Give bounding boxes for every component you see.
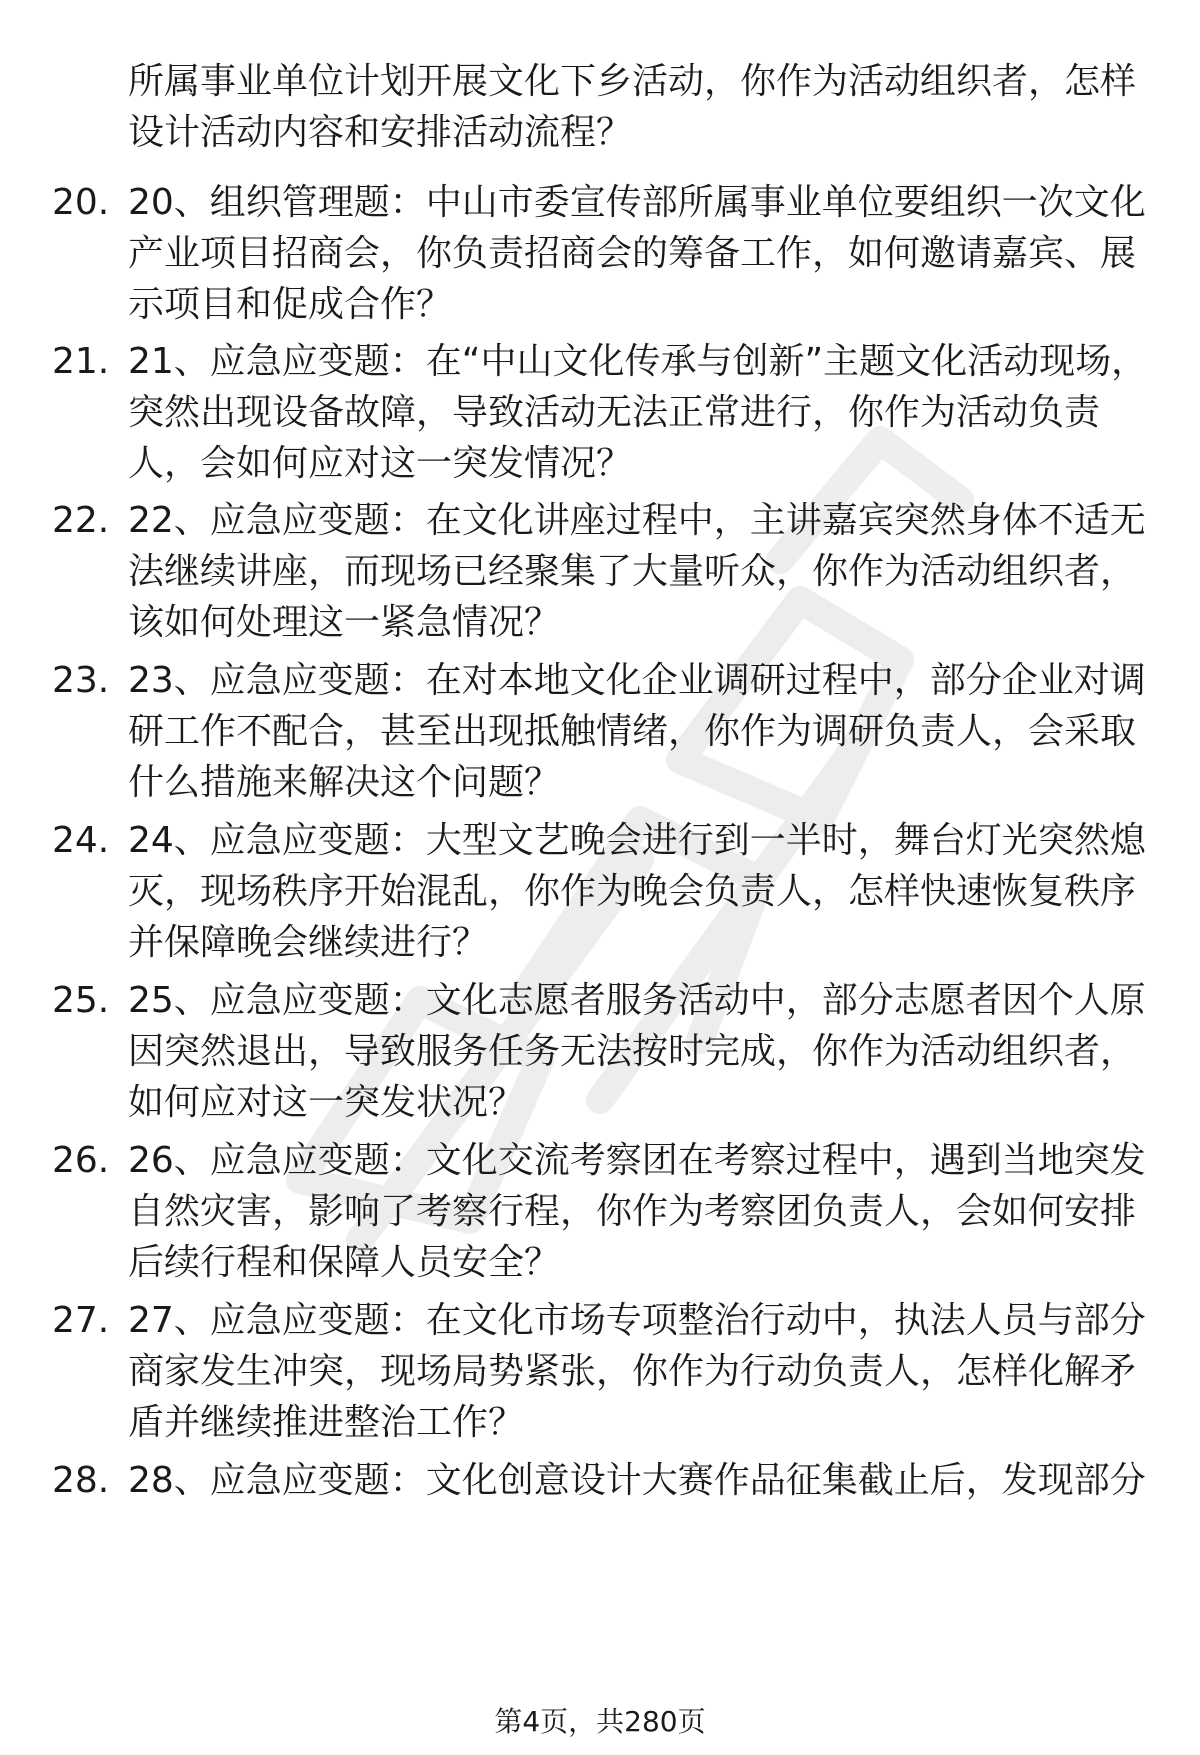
question-number: 26. <box>52 1140 110 1181</box>
question-text: 22、应急应变题：在文化讲座过程中，主讲嘉宾突然身体不适无法继续讲座，而现场已经聚集了大量听众，你作为活动组织者，该如何处理这一紧急情况？ <box>128 500 1146 643</box>
question-number: 25. <box>52 980 110 1021</box>
question-number: 27. <box>52 1300 110 1341</box>
question-text: 24、应急应变题：大型文艺晚会进行到一半时，舞台灯光突然熄灭，现场秩序开始混乱，你作为晚会负责人，怎样快速恢复秩序并保障晚会继续进行？ <box>128 820 1146 963</box>
question-item <box>52 336 1148 489</box>
question-item <box>52 1455 1148 1506</box>
question-number: 21. <box>52 341 110 382</box>
question-text: 23、应急应变题：在对本地文化企业调研过程中，部分企业对调研工作不配合，甚至出现抵触情绪，你作为调研负责人，会采取什么措施来解决这个问题？ <box>128 660 1146 803</box>
question-item <box>52 495 1148 648</box>
question-number: 23. <box>52 660 110 701</box>
question-item <box>52 975 1148 1128</box>
question-text: 25、应急应变题：文化志愿者服务活动中，部分志愿者因个人原因突然退出，导致服务任务无法按时完成，你作为活动组织者，如何应对这一突发状况？ <box>128 980 1146 1123</box>
question-item <box>52 1135 1148 1288</box>
question-text: 26、应急应变题：文化交流考察团在考察过程中，遇到当地突发自然灾害，影响了考察行程，你作为考察团负责人，会如何安排后续行程和保障人员安全？ <box>128 1140 1146 1283</box>
question-item <box>52 1295 1148 1448</box>
question-text: 21、应急应变题：在“中山文化传承与创新”主题文化活动现场，突然出现设备故障，导致活动无法正常进行，你作为活动负责人，会如何应对这一突发情况？ <box>128 341 1148 484</box>
question-number: 22. <box>52 500 110 541</box>
question-number: 28. <box>52 1460 110 1501</box>
question-text: 20、组织管理题：中山市委宣传部所属事业单位要组织一次文化产业项目招商会，你负责招商会的筹备工作，如何邀请嘉宾、展示项目和促成合作？ <box>128 182 1146 325</box>
question-item <box>52 815 1148 968</box>
question-text: 28、应急应变题：文化创意设计大赛作品征集截止后，发现部分 <box>128 1460 1146 1501</box>
question-number: 24. <box>52 820 110 861</box>
question-number: 20. <box>52 182 110 223</box>
question-text: 27、应急应变题：在文化市场专项整治行动中，执法人员与部分商家发生冲突，现场局势紧张，你作为行动负责人，怎样化解矛盾并继续推进整治工作？ <box>128 1300 1146 1443</box>
question-item <box>52 177 1148 330</box>
page-number-footer: 第4页，共280页 <box>494 1705 706 1738</box>
intro-paragraph: 所属事业单位计划开展文化下乡活动，你作为活动组织者，怎样设计活动内容和安排活动流程？ <box>128 61 1137 153</box>
question-item <box>52 655 1148 808</box>
